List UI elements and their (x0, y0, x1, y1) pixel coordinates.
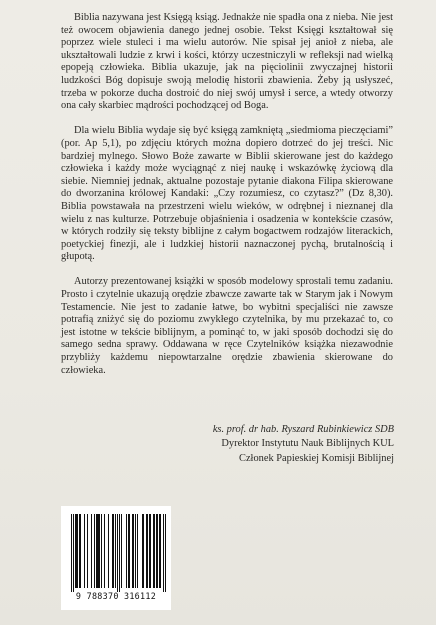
barcode-bar (96, 514, 97, 588)
barcode-bar (76, 514, 77, 588)
barcode-bar (153, 514, 154, 588)
barcode-bar (94, 514, 95, 588)
barcode-bar (108, 514, 109, 588)
author-signature (140, 423, 394, 466)
barcode-bar (142, 514, 143, 588)
author-position: Dyrektor Instytutu Nauk Biblijnych KUL (221, 438, 394, 450)
blurb-text (61, 12, 393, 377)
barcode-bar (87, 514, 88, 588)
barcode-bar (104, 514, 105, 588)
paragraph-3: Autorzy prezentowanej książki w sposób modelowy sprostali temu zadaniu. Prosto i czytelnie ukazują orędzie zbawcze zawarte tak w Starym jak i Nowym Testamencie. Nie jest to zadanie łatwe, bo wybitni specjaliści nie zawsze potrafią zniżyć się do poziomu zwykłego czytelnika, by mu przekazać to, co jest istotne w tekście biblijnym, a pominąć to, w jaki sposób dochodzi się do samego sedna sprawy. Oddawana w ręce Czytelników książka niezawodnie przybliży każdemu niepowtarzalne orędzie zbawienia skierowane do człowieka. (61, 276, 393, 376)
barcode-bar (117, 514, 118, 592)
paragraph-1: Biblia nazywana jest Księgą ksiąg. Jednakże nie spadła ona z nieba. Nie jest też owocem objawienia danego jednej osobie. Tekst Księgi kształtował się poprzez wiele stuleci i ma wielu autorów. Nie spisał jej anioł z nieba, ale ukształtowali ludzie z krwi i kości, którzy uczestniczyli w refleksji nad wielką epopeją człowieka. Biblia ukazuje, jak na pięciolinii zwyczajnej historii ludzkości Bóg dopisuje swoją melodię historii zbawienia. Żeby ją usłyszeć, trzeba w pokorze ducha dostroić do niej swój umysł i serce, a wtedy otworzy ona cały skarbiec mądrości pochodzącej od Boga. (61, 12, 393, 112)
barcode-bar (157, 514, 158, 588)
barcode-bar (163, 514, 164, 592)
barcode-bar (149, 514, 150, 588)
barcode-bar (121, 514, 122, 588)
barcode-bar (112, 514, 113, 588)
barcode-bar (126, 514, 127, 588)
barcode-bar (146, 514, 147, 588)
barcode-bar (80, 514, 81, 588)
barcode-bar (150, 514, 151, 588)
barcode-bar (113, 514, 114, 588)
barcode-bar (79, 514, 80, 588)
barcode-bar (99, 514, 100, 588)
barcode-bar (143, 514, 144, 588)
barcode-bar (135, 514, 136, 588)
author-membership: Członek Papieskiej Komisji Biblijnej (239, 452, 394, 464)
isbn-barcode (61, 506, 171, 610)
barcode-bar (71, 514, 72, 592)
barcode-bar (137, 514, 138, 588)
barcode-digits: 9 788370 316112 (75, 591, 157, 601)
barcode-bar (159, 514, 160, 588)
author-line (140, 423, 394, 437)
barcode-bar (156, 514, 157, 588)
barcode-bar (84, 514, 85, 588)
barcode-bar (129, 514, 130, 588)
barcode-bar (73, 514, 74, 592)
barcode-bar (119, 514, 120, 592)
barcode-bar (75, 514, 76, 588)
barcode-bar (115, 514, 116, 588)
barcode-bar (101, 514, 102, 588)
barcode-bar (128, 514, 129, 588)
barcode-bar (98, 514, 99, 588)
author-title: ks. prof. dr hab. (212, 424, 279, 435)
barcode-bar (91, 514, 92, 588)
author-name: Ryszard Rubinkiewicz SDB (281, 424, 394, 435)
barcode-bar (160, 514, 161, 588)
barcode-bar (97, 514, 98, 588)
barcode-bar (77, 514, 78, 588)
barcode-bar (154, 514, 155, 588)
barcode-bar (133, 514, 134, 588)
barcode-bar (132, 514, 133, 588)
barcode-bar (147, 514, 148, 588)
barcode-bar (165, 514, 166, 592)
paragraph-2: Dla wielu Biblia wydaje się być księgą zamkniętą „siedmioma pieczęciami” (por. Ap 5,1), po zdjęciu których można dopiero dotrzeć do jej treści. Nic bardziej mylnego. Słowo Boże zawarte w Biblii skierowane jest do każdego człowieka i każdy może wyciągnąć z niej naukę i wskazówkę życiową dla siebie. Niemniej jednak, aktualne pozostaje pytanie diakona Filipa skierowane do dworzanina królowej Kandaki: „Czy rozumiesz, co czytasz?” (Dz 8,30). Biblia powstawała na przestrzeni wielu wieków, w odrębnej i nieznanej dla wielu z nas kulturze. Potrzebuje objaśnienia i osadzenia w kontekście czasów, w których rodziły się teksty biblijne z całym bogactwem rodzajów literackich, poetyckiej finezji, ale i ludzkiej historii naznaczonej pychą, brutalnością i głupotą. (61, 125, 393, 263)
